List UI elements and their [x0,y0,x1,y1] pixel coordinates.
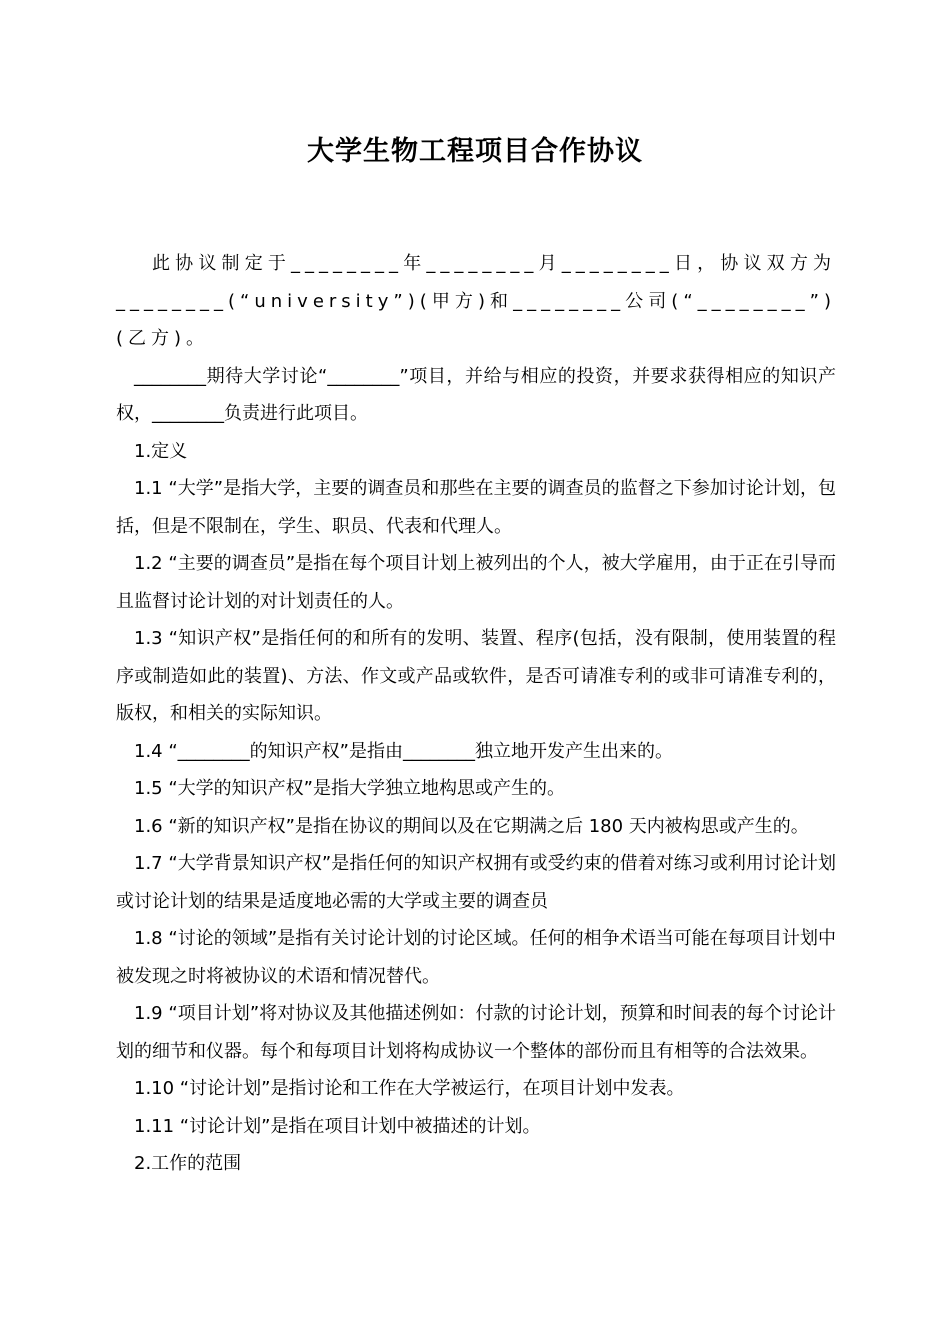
paragraph-preamble: 此协议制定于________年________月________日，协议双方为________(“university”)(甲方)和________公司(“________”)(乙方)。 [116,253,836,349]
clause-1-1: 1.1 “大学”是指大学，主要的调查员和那些在主要的调查员的监督之下参加讨论计划，包括，但是不限制在，学生、职员、代表和代理人。 [116,478,836,537]
paragraph-intent: ________期待大学讨论“________”项目，并给与相应的投资，并要求获得相应的知识产权，________负责进行此项目。 [116,365,836,424]
clause-1-7: 1.7 “大学背景知识产权”是指任何的知识产权拥有或受约束的借着对练习或利用讨论计划或讨论计划的结果是适度地必需的大学或主要的调查员 [116,853,836,912]
clause-1-9: 1.9 “项目计划”将对协议及其他描述例如：付款的讨论计划，预算和时间表的每个讨论计划的细节和仪器。每个和每项目计划将构成协议一个整体的部份而且有相等的合法效果。 [116,1003,836,1062]
clause-1-4: 1.4 “________的知识产权”是指由________独立地开发产生出来的。 [134,740,673,762]
section-heading-scope-of-work: 2.工作的范围 [134,1153,242,1174]
clause-1-10: 1.10 “讨论计划”是指讨论和工作在大学被运行，在项目计划中发表。 [134,1078,685,1099]
clause-1-6: 1.6 “新的知识产权”是指在协议的期间以及在它期满之后 180 天内被构思或产生的。 [134,815,809,837]
clause-1-8: 1.8 “讨论的领域”是指有关讨论计划的讨论区域。任何的相争术语当可能在每项目计划中被发现之时将被协议的术语和情况替代。 [116,928,836,987]
document-body [116,245,836,1183]
clause-1-2: 1.2 “主要的调查员”是指在每个项目计划上被列出的个人，被大学雇用，由于正在引导而且监督讨论计划的对计划责任的人。 [116,553,836,612]
clause-1-5: 1.5 “大学的知识产权”是指大学独立地构思或产生的。 [134,778,565,799]
clause-1-3: 1.3 “知识产权”是指任何的和所有的发明、装置、程序(包括，没有限制，使用装置的程序或制造如此的装置)、方法、作文或产品或软件，是否可请准专利的或非可请准专利的，版权，和相关的实际知识。 [116,628,836,724]
clause-1-11: 1.11 “讨论计划”是指在项目计划中被描述的计划。 [134,1115,541,1137]
section-heading-definitions: 1.定义 [134,440,188,462]
document-title: 大学生物工程项目合作协议 [307,136,643,167]
